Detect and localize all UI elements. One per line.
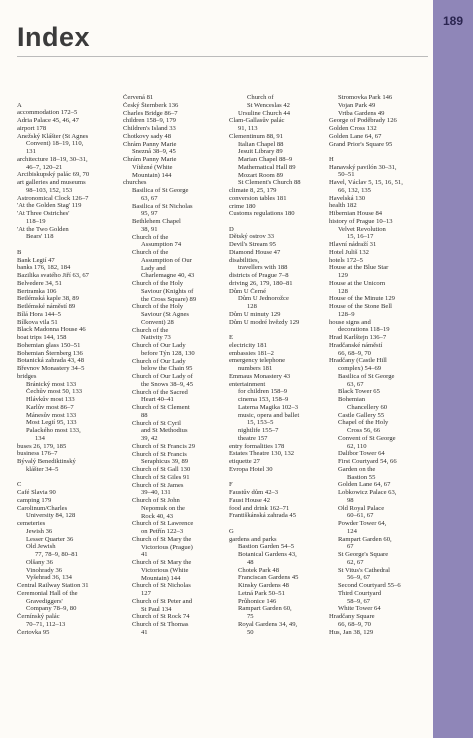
index-entry: Church of Our Lady of — [132, 373, 193, 380]
index-entry: 67 — [347, 543, 354, 551]
index-entry: Emmaus Monastery 43 — [229, 372, 291, 380]
index-entry: 'At the Two Golden — [17, 225, 69, 233]
index-entry: 66, 132, 135 — [338, 186, 371, 194]
index-entry: Mathematical Hall 89 — [238, 163, 296, 171]
index-entry: Bethlehem Chapel — [132, 218, 181, 225]
index-entry: house signs and — [329, 318, 371, 326]
index-entry: art galleries and museums — [17, 179, 86, 187]
index-entry: 95, 97 — [141, 210, 158, 218]
index-entry: 63, 67 — [141, 194, 158, 202]
index-entry: 128 — [247, 303, 257, 311]
index-entry: Červená 81 — [123, 94, 154, 101]
index-entry: 50–51 — [338, 171, 355, 179]
index-entry: Church of St Francis — [132, 450, 187, 458]
index-entry: Hrad Karlštejn 136–7 — [329, 334, 387, 342]
index-entry: 41 — [141, 551, 148, 559]
index-entry: Carolinum/Charles — [17, 504, 68, 512]
index-entry: Lesser Quarter 36 — [26, 535, 74, 543]
index-entry: Café Slavia 90 — [17, 489, 56, 497]
index-entry: Břevnov Monastery 34–5 — [17, 365, 85, 373]
index-entry: Olšany 36 — [26, 558, 53, 566]
index-entry: 15, 153–5 — [247, 419, 274, 427]
index-entry: 127 — [141, 590, 151, 597]
index-entry: Royal Gardens 34, 49, — [238, 620, 298, 628]
index-entry: Hradčany Square — [329, 613, 375, 621]
index-entry: Bílá Hora 144–5 — [17, 310, 61, 318]
index-entry: Bohemian Šternberg 136 — [17, 349, 83, 357]
index-entry: Black Madonna House 46 — [17, 326, 86, 334]
index-entry: Old Royal Palace — [338, 504, 385, 512]
index-entry: Basilica of St George — [338, 372, 395, 380]
index-entry: nightlife 155–7 — [238, 427, 279, 435]
index-entry: Adria Palace 45, 46, 47 — [17, 117, 79, 125]
index-entry: Vrtba Gardens 49 — [338, 109, 385, 117]
index-entry: history of Prague 10–13 — [329, 217, 393, 225]
index-entry: Dům U Černé — [229, 287, 266, 295]
index-entry: Saviour (Knights of — [141, 287, 194, 295]
index-entry: 39–40, 131 — [141, 489, 171, 497]
index-entry: Jesuit Library 89 — [238, 148, 283, 156]
index-entry: Victorious (White — [141, 566, 189, 574]
page-number: 189 — [442, 14, 464, 28]
index-entry: Church of the — [132, 249, 169, 256]
index-entry: hotels 172–5 — [329, 256, 363, 264]
index-entry: climate 8, 25, 179 — [229, 187, 277, 194]
index-entry: the Snows 38–9, 45 — [141, 380, 194, 388]
index-entry: 46–7, 120–21 — [26, 163, 63, 171]
index-entry: Bastion 55 — [347, 473, 376, 481]
index-entry: Hanavský pavilón 30–31, — [329, 163, 397, 171]
index-entry: 134 — [35, 434, 45, 442]
index-entry: Františkánská zahrada 45 — [229, 512, 297, 520]
index-entry: Mountain) 144 — [132, 171, 172, 179]
index-entry: White Tower 64 — [338, 605, 381, 613]
index-entry: Botanická zahrada 43, 48 — [17, 357, 85, 365]
index-entry: Karlův most 86–7 — [26, 403, 74, 411]
index-entry: Golden Lane 64, 67 — [329, 132, 382, 140]
index-entry: Rampart Garden 60, — [238, 605, 292, 613]
index-entry: Lady and — [141, 264, 166, 272]
index-entry: Vojan Park 49 — [338, 101, 376, 109]
index-entry: Ursuline Church 44 — [238, 109, 291, 117]
index-entry: House at the Unicorn — [329, 279, 386, 287]
index-entry: Hibernian House 84 — [329, 210, 383, 218]
index-entry: theatre 157 — [238, 434, 268, 442]
index-entry: 63, 67 — [347, 380, 364, 388]
index-entry: 39, 42 — [141, 435, 158, 442]
index-entry: Sneznå 38–9, 45 — [132, 148, 176, 156]
index-entry: 62, 110 — [347, 442, 367, 450]
index-entry: Čertovka 95 — [17, 628, 50, 636]
index-entry: Dům U Jednorožce — [238, 295, 289, 303]
index-entry: 'At the Golden Stag' 119 — [17, 202, 82, 210]
index-entry: Bastion Garden 54–5 — [238, 543, 295, 551]
index-entry: St Clement's Church 88 — [238, 179, 301, 187]
index-entry: Church of St Thomas — [132, 621, 189, 628]
index-entry: Basilica of St Nicholas — [132, 202, 193, 210]
index-entry: Chrám Panny Marie — [123, 156, 177, 163]
index-entry: Central Railway Station 31 — [17, 582, 89, 590]
index-entry: Bertramka 106 — [17, 287, 57, 295]
index-entry: cinema 153, 158–9 — [238, 396, 289, 404]
index-entry: electricity 181 — [229, 341, 267, 349]
index-entry: Church of St James — [132, 481, 184, 489]
index-entry: Vinohrady 36 — [26, 566, 63, 574]
index-entry: Mánesův most 133 — [26, 411, 77, 419]
index-entry: for children 158–9 — [238, 388, 288, 396]
index-entry: 58–9, 67 — [347, 597, 371, 605]
index-entry: Church of the — [132, 233, 169, 241]
index-entry: complex) 54–69 — [338, 365, 382, 373]
index-entry: 98–103, 152, 153 — [26, 186, 73, 194]
index-entry: 56–9, 67 — [347, 574, 371, 582]
index-letter-heading: H — [329, 155, 334, 163]
index-entry: business 176–7 — [17, 450, 58, 458]
index-entry: Astronomical Clock 126–7 — [17, 194, 89, 202]
index-entry: 'At Three Ostriches' — [17, 210, 70, 218]
index-entry: Chotek Park 48 — [238, 566, 280, 574]
index-entry: Victorious (Prague) — [141, 543, 193, 551]
index-entry: Church of the — [132, 326, 169, 334]
index-entry: banks 176, 182, 184 — [17, 264, 71, 272]
index-entry: St Vitus's Cathedral — [338, 566, 390, 574]
index-entry: Laterna Magika 102–3 — [238, 403, 299, 411]
index-entry: Customs regulations 180 — [229, 210, 295, 218]
index-entry: music, opera and ballet — [238, 411, 300, 419]
index-entry: 60–61, 67 — [347, 512, 374, 520]
index-entry: Charlemagne 40, 43 — [141, 272, 195, 280]
index-entry: First Courtyard 54, 66 — [338, 458, 397, 466]
index-entry: health 182 — [329, 202, 357, 210]
index-entry: Hus, Jan 38, 129 — [329, 628, 374, 636]
index-entry: Garden on the — [338, 465, 376, 473]
index-entry: travellers with 188 — [238, 264, 288, 272]
index-entry: emergency telephone — [229, 357, 286, 365]
index-entry: Church of Our Lady — [132, 357, 186, 365]
index-entry: Estates Theatre 130, 132 — [229, 450, 295, 458]
index-entry: numbers 181 — [238, 365, 273, 373]
index-entry: Arcibiskupský palác 69, 70 — [17, 171, 90, 179]
index-entry: Chrám Panny Marie — [123, 140, 177, 148]
index-entry: Castle Gallery 55 — [338, 411, 385, 419]
index-entry: Italian Chapel 88 — [238, 140, 284, 148]
index-entry: Bohemian — [338, 396, 366, 404]
index-column-1 — [17, 94, 117, 636]
index-entry: Powder Tower 64, — [338, 520, 387, 528]
index-entry: Church of Our Lady — [132, 342, 186, 349]
index-entry: George of Poděbrady 126 — [329, 117, 397, 125]
index-entry: Heart 40–41 — [141, 396, 174, 404]
index-entry: Dětský ostrov 33 — [229, 233, 275, 241]
index-entry: Bránický most 133 — [26, 380, 77, 388]
index-entry: 88 — [141, 411, 148, 419]
index-entry: Belvedere 34, 51 — [17, 279, 62, 287]
index-entry: klášter 34–5 — [26, 465, 59, 473]
page-title: Index — [17, 22, 91, 52]
index-letter-heading: D — [229, 225, 234, 233]
index-entry: bridges — [17, 372, 37, 380]
index-entry: before Týn 128, 130 — [141, 349, 195, 357]
index-entry: 66, 68–9, 70 — [338, 620, 371, 628]
index-entry: Church of St Peter and — [132, 597, 193, 605]
index-entry: Hradčany (Castle Hill — [329, 357, 387, 365]
index-entry: Velvet Revolution — [338, 225, 386, 233]
index-entry: Český Šternberk 136 — [123, 101, 179, 109]
index-entry: University 84, 128 — [26, 512, 76, 520]
index-entry: Gravediggers' — [26, 597, 63, 605]
index-entry: Hradčanské náměstí — [329, 341, 383, 349]
index-entry: Kinsky Gardens 48 — [238, 582, 289, 589]
index-entry: conversion tables 181 — [229, 194, 287, 202]
index-entry: Černínský palác — [17, 613, 60, 621]
index-entry: Chancellery 60 — [347, 403, 388, 411]
index-entry: Betlémská kaple 38, 89 — [17, 295, 79, 303]
index-entry: Stromovka Park 146 — [338, 94, 393, 101]
index-entry: St Paul 134 — [141, 605, 172, 613]
index-entry: 62, 67 — [347, 558, 364, 566]
index-entry: Betlémské náměstí 89 — [17, 303, 76, 311]
index-entry: Ceremonial Hall of the — [17, 589, 78, 597]
index-entry: Church of St Gall 130 — [132, 466, 191, 473]
index-entry: Bears' 118 — [26, 233, 54, 241]
index-entry: Hlavní nádraží 31 — [329, 241, 377, 249]
index-entry: St Wenceslas 42 — [247, 101, 290, 109]
index-entry: Jewish 36 — [26, 527, 53, 535]
index-entry: cemeteries — [17, 520, 46, 528]
index-entry: Church of St Nicholas — [132, 582, 191, 590]
index-entry: Cross 56, 66 — [347, 427, 381, 435]
index-entry: on Petřín 122–3 — [141, 528, 184, 535]
index-entry: Church of the Sacred — [132, 388, 188, 396]
index-entry: 75 — [247, 613, 254, 620]
index-column-2 — [123, 94, 223, 637]
index-entry: Black Tower 65 — [338, 388, 380, 396]
index-entry: 128 — [338, 287, 348, 295]
index-letter-heading: F — [229, 481, 233, 489]
index-entry: Company 78–9, 80 — [26, 605, 77, 613]
index-entry: Church of St Clement — [132, 404, 190, 411]
index-entry: Church of St Francis 29 — [132, 442, 196, 450]
index-entry: Mozart Room 89 — [238, 171, 284, 179]
index-entry: Hlávkův most 133 — [26, 396, 75, 404]
index-entry: accommodation 172–5 — [17, 109, 78, 117]
index-entry: 38, 91 — [141, 225, 158, 233]
index-entry: architecture 18–19, 30–31, — [17, 155, 88, 163]
index-entry: Marian Chapel 88–9 — [238, 156, 293, 163]
index-entry: Church of St Cyril — [132, 419, 181, 427]
index-entry: Assumption of Our — [141, 256, 192, 264]
page-tab — [433, 0, 473, 738]
index-entry: and St Methodius — [141, 427, 188, 435]
index-entry: Palackého most 133, — [26, 427, 81, 435]
index-entry: House of the Stone Bell — [329, 303, 392, 311]
index-entry: Havelská 130 — [329, 194, 366, 202]
index-entry: Golden Cross 132 — [329, 125, 377, 132]
index-entry: Convent of St George — [338, 434, 396, 442]
index-entry: 98 — [347, 496, 354, 504]
index-entry: Lobkowicz Palace 63, — [338, 489, 397, 497]
index-entry: churches — [123, 179, 147, 187]
index-entry: Third Courtyard — [338, 589, 382, 597]
index-entry: Bohemian glass 150–51 — [17, 341, 81, 349]
index-entry: embassies 181–2 — [229, 349, 274, 357]
index-entry: below the Chain 95 — [141, 365, 193, 373]
index-entry: Church of St Mary the — [132, 559, 192, 566]
index-entry: House of the Minute 129 — [329, 295, 395, 303]
index-entry: Franciscan Gardens 45 — [238, 574, 299, 582]
index-letter-heading: B — [17, 248, 22, 256]
index-entry: Children's Island 33 — [123, 125, 176, 132]
index-entry: Convent) 18–19, 110, — [26, 140, 84, 148]
index-entry: Grand Prior's Square 95 — [329, 140, 393, 148]
index-letter-heading: G — [229, 527, 234, 535]
index-entry: Hotel Juliš 132 — [329, 248, 369, 256]
index-entry: Seraphicus 39, 89 — [141, 458, 189, 466]
index-entry: boat trips 144, 158 — [17, 334, 67, 342]
index-entry: Vyšehrad 36, 134 — [26, 574, 72, 582]
index-entry: Čechův most 50, 133 — [26, 388, 83, 396]
index-entry: 48 — [247, 558, 254, 566]
index-entry: Church of the Holy — [132, 280, 184, 287]
index-entry: Old Jewish — [26, 543, 56, 551]
index-entry: Botanical Gardens 43, — [238, 551, 297, 558]
index-entry: Assumption 74 — [141, 241, 182, 249]
index-entry: 15, 16–17 — [347, 233, 374, 241]
index-entry: Bílkova vila 51 — [17, 318, 58, 326]
index-entry: Church of St Rock 74 — [132, 613, 190, 621]
index-entry: Church of the Holy — [132, 303, 184, 311]
index-entry: Second Courtyard 55–6 — [338, 582, 401, 590]
index-entry: 50 — [247, 628, 254, 636]
index-entry: districts of Prague 7–8 — [229, 272, 289, 280]
index-entry: 118–19 — [26, 217, 46, 225]
index-entry: 91, 113 — [238, 125, 258, 132]
index-entry: Nepomuk on the — [141, 504, 185, 512]
index-entry: Dům U modré hvězdy 129 — [229, 318, 300, 326]
index-entry: 66, 68–9, 70 — [338, 349, 371, 357]
index-entry: Chapel of the Holy — [338, 419, 389, 427]
index-entry: Church of St Giles 91 — [132, 473, 190, 481]
index-letter-heading: C — [17, 481, 22, 489]
index-entry: Charles Bridge 86–7 — [123, 109, 178, 117]
index-entry: 77, 78–9, 80–81 — [35, 551, 78, 559]
index-entry: Clam-Gallasův palác — [229, 117, 285, 125]
index-letter-heading: A — [17, 101, 22, 109]
index-entry: Dalibor Tower 64 — [338, 450, 385, 458]
index-entry: Faustův dům 42–3 — [229, 489, 279, 497]
index-entry: entertainment — [229, 380, 266, 388]
index-entry: disabilities, — [229, 256, 260, 264]
index-entry: Saviour (St Agnes — [141, 311, 189, 318]
index-entry: Church of — [247, 94, 274, 101]
index-entry: food and drink 162–71 — [229, 504, 290, 512]
index-entry: airport 178 — [17, 124, 47, 132]
index-entry: Devil's Stream 95 — [229, 241, 276, 249]
index-entry: Dům U minuty 129 — [229, 310, 281, 318]
index-entry: children 158–9, 179 — [123, 117, 176, 125]
index-entry: Nativity 73 — [141, 334, 171, 342]
index-entry: Faust House 42 — [229, 496, 271, 504]
index-entry: Rock 40, 43 — [141, 512, 174, 520]
index-column-3 — [229, 94, 329, 636]
index-entry: Church of St Lawrence — [132, 520, 194, 528]
index-entry: 70–71, 112–13 — [26, 620, 66, 628]
index-entry: Golden Lane 64, 67 — [338, 481, 391, 489]
index-letter-heading: E — [229, 334, 234, 342]
index-entry: the Cross Square) 89 — [141, 295, 197, 303]
index-entry: entry formalities 178 — [229, 442, 285, 450]
index-entry: Průhonice 146 — [238, 597, 277, 605]
index-entry: Evropa Hotel 30 — [229, 465, 273, 473]
index-entry: Church of St John — [132, 497, 180, 504]
index-entry: Church of St Mary the — [132, 535, 192, 543]
index-entry: St George's Square — [338, 551, 389, 559]
index-entry: Letná Park 50–51 — [238, 589, 285, 597]
index-entry: driving 26, 179, 180–81 — [229, 279, 293, 287]
index-entry: 124 — [347, 527, 357, 535]
index-entry: gardens and parks — [229, 535, 277, 543]
index-entry: etiquette 27 — [229, 458, 260, 466]
index-entry: crime 180 — [229, 202, 256, 210]
index-entry: 41 — [141, 628, 148, 636]
index-entry: Basilica of St George — [132, 187, 189, 194]
index-entry: Convent) 28 — [141, 318, 174, 326]
index-entry: 129 — [338, 272, 348, 280]
index-entry: 131 — [26, 148, 36, 156]
index-column-4 — [329, 94, 429, 636]
index-entry: Most Legií 95, 133 — [26, 419, 77, 427]
index-entry: Chotkovy sady 48 — [123, 132, 171, 140]
index-entry: Rampart Garden 60, — [338, 535, 392, 543]
index-entry: Anežský Klášter (St Agnes — [17, 132, 89, 140]
index-entry: Havel, Václav 5, 15, 16, 51, — [329, 179, 403, 187]
index-entry: Mountain) 144 — [141, 574, 181, 582]
title-rule — [17, 56, 428, 57]
index-entry: Bank Legií 47 — [17, 256, 55, 264]
index-entry: Clementinum 88, 91 — [229, 132, 284, 140]
index-entry: camping 179 — [17, 496, 52, 504]
index-entry: Vítězné (White — [132, 163, 173, 171]
index-entry: House at the Blue Star — [329, 264, 389, 272]
index-entry: Bazilika svatého Jiří 63, 67 — [17, 272, 89, 280]
index-entry: decorations 118–19 — [338, 326, 390, 334]
index-entry: 128–9 — [338, 310, 355, 318]
index-entry: Diamond House 47 — [229, 248, 281, 256]
index-entry: buses 26, 179, 185 — [17, 442, 67, 450]
index-entry: Bývalý Benediktinský — [17, 458, 76, 466]
